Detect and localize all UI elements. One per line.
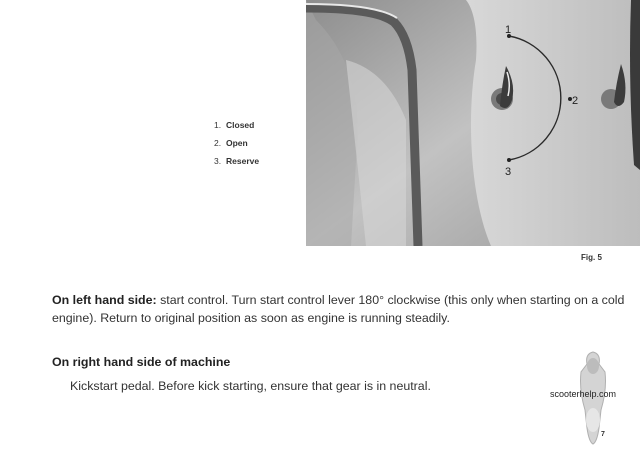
legend-label: Reserve [226,156,260,166]
left-side-paragraph [52,291,636,327]
photo-label-3: 3 [505,166,512,178]
legend-number: 3. [214,156,222,166]
legend-label: Open [226,138,248,148]
photo-label-2: 2 [572,95,579,107]
legend-number: 2. [214,138,222,148]
fuel-tap-photo [306,0,640,246]
right-side-heading: On right hand side of machine [52,355,231,369]
legend-item-open [214,138,259,156]
legend-item-reserve [214,156,259,174]
watermark-text: scooterhelp.com [550,389,617,399]
photo-label-1: 1 [505,24,512,36]
left-side-heading: On left hand side: [52,293,157,307]
legend-item-closed [214,120,259,138]
page-number: 7 [601,431,605,438]
legend-number: 1. [214,120,222,130]
figure-caption: Fig. 5 [581,253,602,262]
left-side-text: start control. Turn start control lever 180° clockwise (this only when starting on a cold engine). Return to original position as soon as engine is running steadily. [52,293,625,325]
legend-label: Closed [226,120,255,130]
right-side-text: Kickstart pedal. Before kick starting, ensure that gear is in neutral. [70,379,431,393]
position-legend [214,120,259,174]
